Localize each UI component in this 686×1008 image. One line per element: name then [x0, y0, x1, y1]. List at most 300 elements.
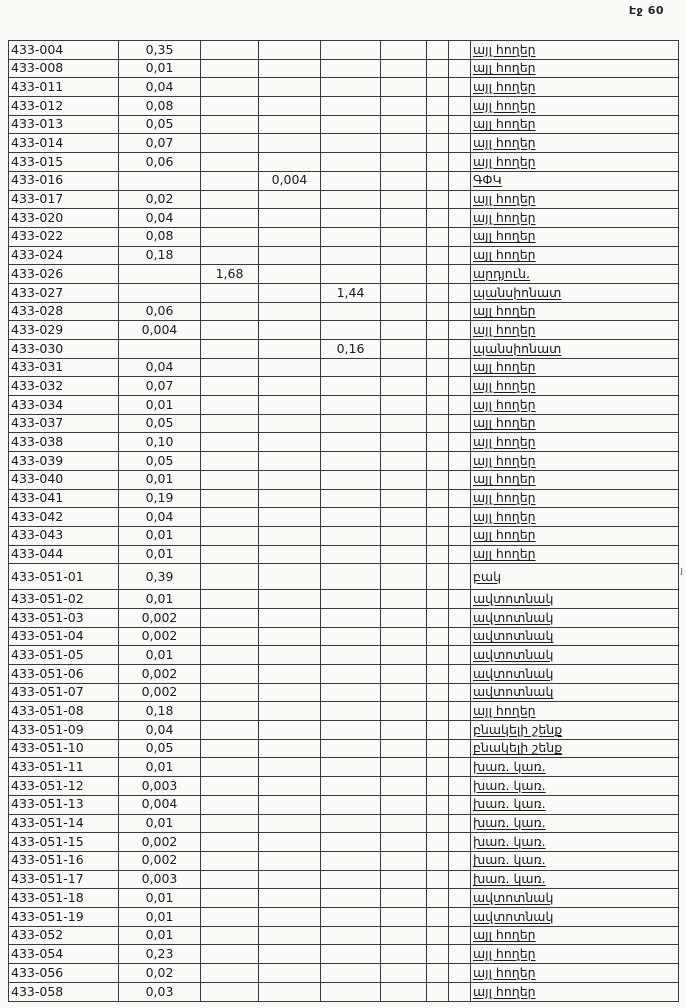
land-use-label: բնակելի շենք: [473, 740, 563, 756]
value-cell: [321, 433, 381, 452]
value-cell: [259, 526, 321, 545]
value-cell: [427, 665, 449, 684]
value-cell: [321, 59, 381, 78]
value-cell: [201, 646, 259, 665]
value-cell: [321, 283, 381, 302]
land-use-label: այլ հողեր: [473, 247, 536, 263]
area-value: 0,004: [271, 172, 308, 188]
value-cell: [449, 153, 471, 172]
value-cell: [381, 358, 427, 377]
parcel-code: 433-038: [11, 434, 64, 450]
value-cell: [427, 115, 449, 134]
value-cell: [201, 608, 259, 627]
value-cell: [427, 627, 449, 646]
value-cell: [449, 433, 471, 452]
land-use-label: այլ հողեր: [473, 945, 536, 961]
value-cell: [201, 795, 259, 814]
area-value: 0,07: [145, 377, 174, 393]
table-row: [9, 340, 679, 359]
label-cell: [471, 721, 679, 740]
code-cell: [9, 414, 119, 433]
value-cell: [321, 721, 381, 740]
label-cell: [471, 302, 679, 321]
area-value: 0,003: [141, 871, 178, 887]
table-row: [9, 302, 679, 321]
land-use-label: պանսիոնատ: [473, 284, 562, 300]
value-cell: [381, 340, 427, 359]
value-cell: [259, 396, 321, 415]
value-cell: [119, 227, 201, 246]
margin-stray-mark: յ: [680, 566, 683, 576]
area-value: 0,05: [145, 415, 174, 431]
value-cell: [381, 302, 427, 321]
value-cell: [321, 758, 381, 777]
table-row: [9, 115, 679, 134]
area-value: 0,06: [145, 303, 174, 319]
land-use-label: արդյուն.: [473, 265, 531, 281]
area-value: 0,01: [145, 759, 174, 775]
value-cell: [321, 665, 381, 684]
value-cell: [259, 115, 321, 134]
value-cell: [449, 396, 471, 415]
table-row: [9, 889, 679, 908]
land-use-label: խառ. կառ.: [473, 871, 546, 887]
value-cell: [321, 246, 381, 265]
value-cell: [449, 115, 471, 134]
value-cell: [119, 97, 201, 116]
value-cell: [449, 926, 471, 945]
table-row: [9, 646, 679, 665]
code-cell: [9, 608, 119, 627]
label-cell: [471, 283, 679, 302]
value-cell: [427, 702, 449, 721]
parcel-code: 433-051-07: [11, 684, 84, 700]
parcel-code: 433-008: [11, 60, 64, 76]
label-cell: [471, 964, 679, 983]
value-cell: [119, 283, 201, 302]
code-cell: [9, 302, 119, 321]
value-cell: [119, 814, 201, 833]
land-use-label: ավտոտնակ: [473, 590, 554, 606]
land-use-label: այլ հողեր: [473, 452, 536, 468]
label-cell: [471, 889, 679, 908]
parcel-code: 433-024: [11, 247, 64, 263]
value-cell: [259, 78, 321, 97]
parcel-code: 433-051-04: [11, 628, 84, 644]
value-cell: [427, 171, 449, 190]
value-cell: [259, 452, 321, 471]
value-cell: [119, 545, 201, 564]
value-cell: [449, 283, 471, 302]
value-cell: [201, 97, 259, 116]
value-cell: [321, 545, 381, 564]
land-use-label: բնակելի շենք: [473, 721, 563, 737]
value-cell: [259, 41, 321, 60]
value-cell: [381, 564, 427, 590]
land-use-label: այլ հողեր: [473, 964, 536, 980]
value-cell: [427, 545, 449, 564]
value-cell: [381, 78, 427, 97]
value-cell: [427, 414, 449, 433]
value-cell: [427, 59, 449, 78]
table-row: [9, 608, 679, 627]
value-cell: [201, 153, 259, 172]
value-cell: [427, 265, 449, 284]
value-cell: [259, 814, 321, 833]
code-cell: [9, 265, 119, 284]
area-value: 0,35: [145, 41, 174, 57]
table-row: [9, 721, 679, 740]
value-cell: [259, 470, 321, 489]
parcel-code: 433-043: [11, 527, 64, 543]
label-cell: [471, 564, 679, 590]
parcel-code: 433-052: [11, 927, 64, 943]
value-cell: [201, 758, 259, 777]
label-cell: [471, 926, 679, 945]
table-row: [9, 377, 679, 396]
value-cell: [381, 945, 427, 964]
land-use-label: այլ հողեր: [473, 702, 536, 718]
value-cell: [201, 78, 259, 97]
parcel-code: 433-051-10: [11, 740, 84, 756]
value-cell: [381, 590, 427, 609]
value-cell: [427, 646, 449, 665]
value-cell: [427, 564, 449, 590]
value-cell: [321, 646, 381, 665]
label-cell: [471, 777, 679, 796]
table-row: [9, 489, 679, 508]
value-cell: [381, 721, 427, 740]
value-cell: [427, 721, 449, 740]
area-value: 0,01: [145, 60, 174, 76]
code-cell: [9, 945, 119, 964]
parcel-code: 433-004: [11, 41, 64, 57]
table-row: [9, 321, 679, 340]
value-cell: [321, 608, 381, 627]
code-cell: [9, 433, 119, 452]
parcel-code: 433-014: [11, 135, 64, 151]
value-cell: [427, 777, 449, 796]
land-use-label: խառ. կառ.: [473, 777, 546, 793]
value-cell: [119, 414, 201, 433]
area-value: 0,01: [145, 527, 174, 543]
value-cell: [119, 396, 201, 415]
value-cell: [119, 945, 201, 964]
label-cell: [471, 608, 679, 627]
value-cell: [201, 470, 259, 489]
table-row: [9, 590, 679, 609]
value-cell: [119, 964, 201, 983]
value-cell: [201, 814, 259, 833]
area-value: 0,02: [145, 191, 174, 207]
value-cell: [381, 452, 427, 471]
label-cell: [471, 982, 679, 1001]
table-row: [9, 265, 679, 284]
value-cell: [381, 833, 427, 852]
area-value: 0,18: [145, 702, 174, 718]
area-value: 0,01: [145, 471, 174, 487]
label-cell: [471, 433, 679, 452]
code-cell: [9, 41, 119, 60]
table-row: [9, 758, 679, 777]
parcel-code: 433-031: [11, 359, 64, 375]
value-cell: [381, 171, 427, 190]
value-cell: [259, 683, 321, 702]
value-cell: [201, 489, 259, 508]
value-cell: [119, 115, 201, 134]
value-cell: [381, 377, 427, 396]
value-cell: [381, 665, 427, 684]
value-cell: [321, 171, 381, 190]
parcel-code: 433-032: [11, 377, 64, 393]
value-cell: [259, 702, 321, 721]
value-cell: [119, 470, 201, 489]
value-cell: [449, 171, 471, 190]
value-cell: [119, 59, 201, 78]
value-cell: [381, 795, 427, 814]
land-use-label: այլ հողեր: [473, 228, 536, 244]
value-cell: [321, 508, 381, 527]
value-cell: [119, 777, 201, 796]
value-cell: [201, 590, 259, 609]
value-cell: [259, 777, 321, 796]
value-cell: [201, 721, 259, 740]
parcel-code: 433-051-16: [11, 852, 84, 868]
value-cell: [201, 340, 259, 359]
table-row: [9, 283, 679, 302]
label-cell: [471, 190, 679, 209]
parcel-code: 433-039: [11, 452, 64, 468]
land-use-label: այլ հողեր: [473, 508, 536, 524]
value-cell: [201, 833, 259, 852]
code-cell: [9, 452, 119, 471]
area-value: 0,03: [145, 983, 174, 999]
value-cell: [449, 321, 471, 340]
value-cell: [259, 564, 321, 590]
label-cell: [471, 545, 679, 564]
value-cell: [119, 265, 201, 284]
label-cell: [471, 665, 679, 684]
value-cell: [427, 470, 449, 489]
parcel-code: 433-030: [11, 340, 64, 356]
table-row: [9, 964, 679, 983]
table-row: [9, 470, 679, 489]
value-cell: [427, 508, 449, 527]
parcel-code: 433-051-17: [11, 871, 84, 887]
value-cell: [259, 171, 321, 190]
value-cell: [427, 833, 449, 852]
value-cell: [259, 545, 321, 564]
area-value: 0,01: [145, 396, 174, 412]
area-value: 0,002: [141, 628, 178, 644]
value-cell: [201, 283, 259, 302]
value-cell: [119, 209, 201, 228]
value-cell: [321, 907, 381, 926]
value-cell: [427, 396, 449, 415]
label-cell: [471, 795, 679, 814]
land-use-label: այլ հողեր: [473, 153, 536, 169]
value-cell: [321, 945, 381, 964]
value-cell: [449, 907, 471, 926]
land-use-label: այլ հողեր: [473, 415, 536, 431]
area-value: 0,07: [145, 135, 174, 151]
value-cell: [201, 115, 259, 134]
code-cell: [9, 814, 119, 833]
value-cell: [119, 758, 201, 777]
value-cell: [259, 665, 321, 684]
table-row: [9, 926, 679, 945]
land-register-table: [8, 40, 679, 1002]
value-cell: [427, 526, 449, 545]
value-cell: [119, 171, 201, 190]
area-value: 0,01: [145, 889, 174, 905]
value-cell: [449, 452, 471, 471]
value-cell: [427, 964, 449, 983]
land-use-label: այլ հողեր: [473, 490, 536, 506]
value-cell: [427, 190, 449, 209]
value-cell: [321, 590, 381, 609]
value-cell: [427, 340, 449, 359]
value-cell: [201, 627, 259, 646]
value-cell: [321, 396, 381, 415]
value-cell: [259, 134, 321, 153]
area-value: 0,004: [141, 796, 178, 812]
value-cell: [201, 433, 259, 452]
value-cell: [321, 78, 381, 97]
value-cell: [449, 209, 471, 228]
value-cell: [119, 134, 201, 153]
table-row: [9, 97, 679, 116]
table-row: [9, 452, 679, 471]
code-cell: [9, 964, 119, 983]
value-cell: [381, 777, 427, 796]
code-cell: [9, 246, 119, 265]
table-row: [9, 414, 679, 433]
value-cell: [201, 889, 259, 908]
value-cell: [381, 683, 427, 702]
value-cell: [259, 646, 321, 665]
parcel-code: 433-051-11: [11, 759, 84, 775]
value-cell: [449, 508, 471, 527]
parcel-code: 433-058: [11, 983, 64, 999]
value-cell: [427, 590, 449, 609]
value-cell: [449, 833, 471, 852]
parcel-code: 433-051-03: [11, 609, 84, 625]
value-cell: [259, 209, 321, 228]
area-value: 0,04: [145, 209, 174, 225]
label-cell: [471, 209, 679, 228]
value-cell: [201, 246, 259, 265]
value-cell: [119, 340, 201, 359]
value-cell: [201, 665, 259, 684]
value-cell: [321, 964, 381, 983]
table-row: [9, 777, 679, 796]
area-value: 0,002: [141, 609, 178, 625]
area-value: 0,19: [145, 490, 174, 506]
value-cell: [427, 134, 449, 153]
value-cell: [427, 889, 449, 908]
label-cell: [471, 814, 679, 833]
land-use-label: խառ. կառ.: [473, 796, 546, 812]
value-cell: [321, 739, 381, 758]
value-cell: [449, 870, 471, 889]
value-cell: [381, 608, 427, 627]
value-cell: [201, 171, 259, 190]
parcel-code: 433-051-14: [11, 815, 84, 831]
parcel-code: 433-041: [11, 490, 64, 506]
parcel-code: 433-042: [11, 508, 64, 524]
value-cell: [449, 564, 471, 590]
land-use-label: ավտոտնակ: [473, 646, 554, 662]
value-cell: [449, 265, 471, 284]
area-value: 0,01: [145, 590, 174, 606]
parcel-code: 433-040: [11, 471, 64, 487]
value-cell: [259, 964, 321, 983]
value-cell: [321, 41, 381, 60]
value-cell: [321, 302, 381, 321]
label-cell: [471, 945, 679, 964]
code-cell: [9, 870, 119, 889]
value-cell: [259, 627, 321, 646]
value-cell: [381, 190, 427, 209]
value-cell: [381, 153, 427, 172]
code-cell: [9, 209, 119, 228]
value-cell: [381, 870, 427, 889]
area-value: 1,68: [215, 265, 244, 281]
value-cell: [201, 358, 259, 377]
value-cell: [259, 889, 321, 908]
land-use-label: խառ. կառ.: [473, 759, 546, 775]
area-value: 0,01: [145, 646, 174, 662]
value-cell: [201, 134, 259, 153]
value-cell: [201, 964, 259, 983]
area-value: 0,05: [145, 452, 174, 468]
table-row: [9, 190, 679, 209]
table-row: [9, 702, 679, 721]
code-cell: [9, 115, 119, 134]
land-use-label: բակ: [473, 568, 502, 584]
land-use-label: այլ հողեր: [473, 209, 536, 225]
code-cell: [9, 396, 119, 415]
value-cell: [449, 608, 471, 627]
parcel-code: 433-022: [11, 228, 64, 244]
parcel-code: 433-051-18: [11, 889, 84, 905]
value-cell: [427, 683, 449, 702]
parcel-code: 433-029: [11, 321, 64, 337]
code-cell: [9, 377, 119, 396]
value-cell: [381, 526, 427, 545]
table-row: [9, 526, 679, 545]
value-cell: [259, 907, 321, 926]
area-value: 0,08: [145, 97, 174, 113]
table-row: [9, 433, 679, 452]
value-cell: [381, 907, 427, 926]
value-cell: [259, 59, 321, 78]
code-cell: [9, 321, 119, 340]
value-cell: [449, 414, 471, 433]
value-cell: [321, 870, 381, 889]
table-row: [9, 739, 679, 758]
value-cell: [119, 982, 201, 1001]
value-cell: [321, 851, 381, 870]
value-cell: [259, 283, 321, 302]
label-cell: [471, 246, 679, 265]
value-cell: [201, 321, 259, 340]
value-cell: [259, 358, 321, 377]
value-cell: [201, 59, 259, 78]
label-cell: [471, 340, 679, 359]
value-cell: [201, 41, 259, 60]
